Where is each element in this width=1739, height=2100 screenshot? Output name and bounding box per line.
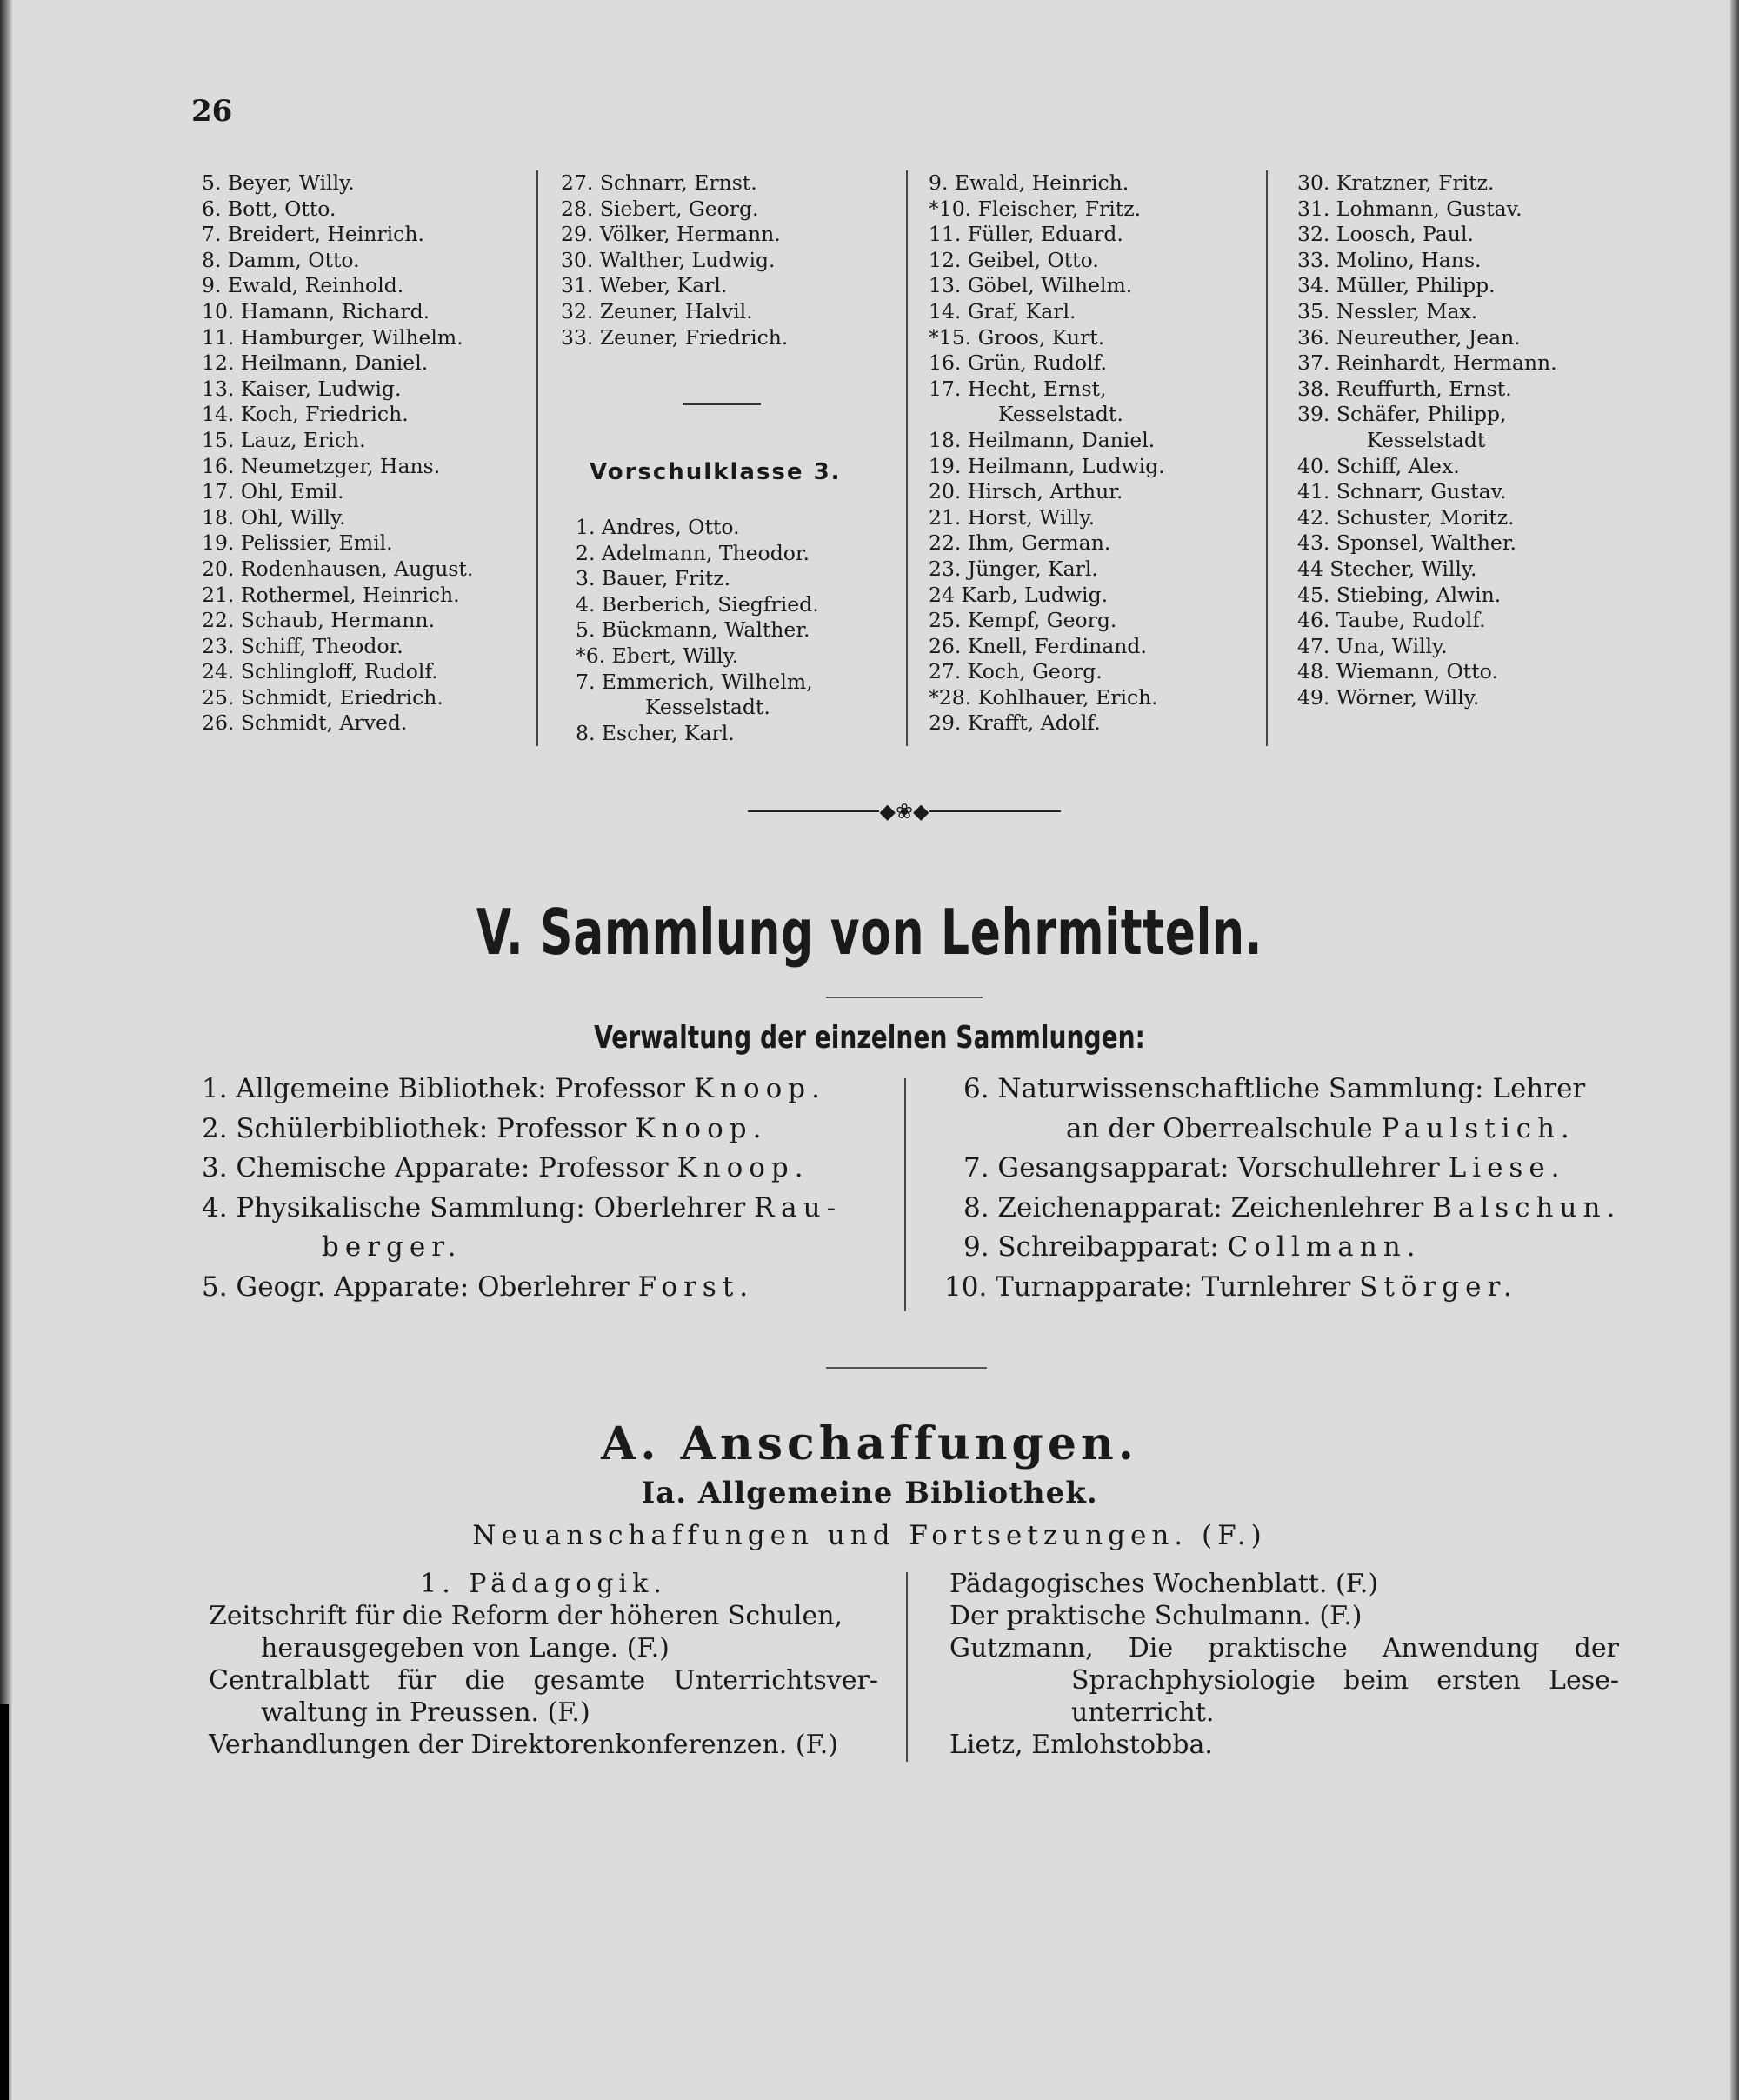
student-entry: Kesselstadt. bbox=[645, 695, 770, 720]
student-entry: 44 Stecher, Willy. bbox=[1297, 556, 1477, 581]
student-entry: 18. Ohl, Willy. bbox=[202, 504, 346, 530]
student-entry: 38. Reuffurth, Ernst. bbox=[1297, 376, 1512, 401]
student-entry: 30. Kratzner, Fritz. bbox=[1297, 170, 1495, 195]
student-entry: Kesselstadt bbox=[1367, 427, 1486, 452]
management-left bbox=[202, 1070, 842, 1307]
heading-neuanschaffungen: Neuanschaffungen und Fortsetzungen. (F.) bbox=[472, 1520, 1267, 1551]
management-item: 5. Geogr. Apparate: Oberlehrer Forst. bbox=[202, 1270, 755, 1303]
student-column-3 bbox=[929, 170, 1165, 737]
student-entry: 11. Hamburger, Wilhelm. bbox=[202, 324, 463, 350]
student-entry: 33. Zeuner, Friedrich. bbox=[561, 324, 789, 350]
biblio-entry: Centralblatt für die gesamte Unterrichtsver- bbox=[209, 1665, 878, 1696]
student-entry: 49. Wörner, Willy. bbox=[1297, 684, 1480, 710]
student-entry: 6. Bott, Otto. bbox=[202, 196, 336, 221]
student-entry: 15. Lauz, Erich. bbox=[202, 427, 366, 452]
student-entry: 3. Bauer, Fritz. bbox=[576, 566, 731, 591]
student-entry: 19. Pelissier, Emil. bbox=[202, 530, 393, 556]
column-divider bbox=[906, 1572, 908, 1762]
student-entry: 31. Weber, Karl. bbox=[561, 273, 728, 298]
vorschulklasse-title: Vorschulklasse 3. bbox=[590, 459, 842, 485]
student-entry: 45. Stiebing, Alwin. bbox=[1297, 582, 1502, 607]
column-divider bbox=[904, 1078, 906, 1311]
bibliography-left bbox=[209, 1568, 878, 1761]
management-item-cont: berger. bbox=[322, 1231, 463, 1263]
student-entry: 39. Schäfer, Philipp, bbox=[1297, 402, 1507, 427]
column-divider bbox=[906, 170, 908, 746]
student-entry: 9. Ewald, Reinhold. bbox=[202, 273, 404, 298]
biblio-entry-cont: herausgegeben von Lange. (F.) bbox=[261, 1633, 670, 1663]
student-entry: 26. Schmidt, Arved. bbox=[202, 710, 408, 736]
student-entry: 24 Karb, Ludwig. bbox=[929, 582, 1109, 607]
student-entry: 29. Krafft, Adolf. bbox=[929, 710, 1101, 736]
student-entry: 34. Müller, Philipp. bbox=[1297, 273, 1496, 298]
student-entry: 25. Schmidt, Eriedrich. bbox=[202, 684, 443, 710]
student-entry: 8. Damm, Otto. bbox=[202, 247, 360, 272]
management-item: 9. Schreibapparat: Collmann. bbox=[963, 1231, 1422, 1263]
student-entry: 47. Una, Willy. bbox=[1297, 633, 1448, 658]
student-entry: 18. Heilmann, Daniel. bbox=[929, 427, 1156, 452]
management-item: 4. Physikalische Sammlung: Oberlehrer Rau- bbox=[202, 1191, 843, 1223]
student-entry: 26. Knell, Ferdinand. bbox=[929, 633, 1147, 658]
management-item: 8. Zeichenapparat: Zeichenlehrer Balschun. bbox=[963, 1191, 1622, 1223]
ornament-divider bbox=[748, 798, 1061, 824]
student-entry: 21. Rothermel, Heinrich. bbox=[202, 582, 460, 607]
subject-heading: 1. Pädagogik. bbox=[420, 1569, 667, 1599]
management-item: 2. Schülerbibliothek: Professor Knoop. bbox=[202, 1112, 768, 1144]
vorschulklasse-list bbox=[576, 515, 819, 746]
student-entry: 19. Heilmann, Ludwig. bbox=[929, 453, 1165, 478]
management-right bbox=[944, 1070, 1621, 1307]
management-item: 10. Turnapparate: Turnlehrer Störger. bbox=[944, 1270, 1518, 1303]
student-entry: 4. Berberich, Siegfried. bbox=[576, 591, 819, 617]
biblio-entry: Lietz, Emlohstobba. bbox=[949, 1730, 1213, 1760]
biblio-entry: Verhandlungen der Direktorenkonferenzen. (F.) bbox=[209, 1730, 838, 1760]
student-entry: 27. Schnarr, Ernst. bbox=[561, 170, 757, 195]
student-entry: 9. Ewald, Heinrich. bbox=[929, 170, 1129, 195]
student-entry: 17. Hecht, Ernst, bbox=[929, 376, 1107, 401]
heading-anschaffungen: A. Anschaffungen. bbox=[601, 1417, 1138, 1470]
student-entry: *10. Fleischer, Fritz. bbox=[929, 196, 1142, 221]
management-item: 7. Gesangsapparat: Vorschullehrer Liese. bbox=[963, 1152, 1566, 1183]
column-divider bbox=[536, 170, 538, 746]
student-entry: 16. Grün, Rudolf. bbox=[929, 350, 1107, 376]
student-entry: *6. Ebert, Willy. bbox=[576, 643, 739, 668]
student-entry: *15. Groos, Kurt. bbox=[929, 324, 1105, 350]
biblio-entry: Gutzmann, Die praktische Anwendung der bbox=[949, 1633, 1619, 1663]
student-entry: 14. Graf, Karl. bbox=[929, 298, 1076, 323]
heading-allgemeine-bibliothek: Ia. Allgemeine Bibliothek. bbox=[641, 1476, 1098, 1510]
biblio-entry-cont: Sprachphysiologie beim ersten Lese- bbox=[1071, 1665, 1619, 1696]
student-entry: 1. Andres, Otto. bbox=[576, 515, 740, 539]
student-entry: 35. Nessler, Max. bbox=[1297, 298, 1478, 323]
student-entry: 8. Escher, Karl. bbox=[576, 720, 735, 745]
student-entry: 28. Siebert, Georg. bbox=[561, 196, 759, 221]
student-entry: 43. Sponsel, Walther. bbox=[1297, 530, 1516, 556]
student-entry: 31. Lohmann, Gustav. bbox=[1297, 196, 1522, 221]
management-item: 6. Naturwissenschaftliche Sammlung: Lehrer bbox=[963, 1073, 1586, 1104]
scan-border bbox=[0, 1704, 9, 2100]
biblio-entry-cont: unterricht. bbox=[1071, 1697, 1215, 1728]
student-entry: 36. Neureuther, Jean. bbox=[1297, 324, 1521, 350]
student-entry: 24. Schlingloff, Rudolf. bbox=[202, 659, 438, 684]
student-entry: 48. Wiemann, Otto. bbox=[1297, 659, 1498, 684]
student-entry: 13. Göbel, Wilhelm. bbox=[929, 273, 1133, 298]
student-entry: 23. Jünger, Karl. bbox=[929, 556, 1098, 581]
student-entry: 40. Schiff, Alex. bbox=[1297, 453, 1460, 478]
management-item: 1. Allgemeine Bibliothek: Professor Knoop. bbox=[202, 1073, 827, 1104]
student-entry: 5. Bückmann, Walther. bbox=[576, 617, 810, 643]
biblio-entry: Zeitschrift für die Reform der höheren Schulen, bbox=[209, 1601, 843, 1631]
student-entry: 29. Völker, Hermann. bbox=[561, 222, 781, 247]
short-rule bbox=[683, 403, 761, 405]
page-number: 26 bbox=[191, 94, 233, 129]
student-entry: 20. Hirsch, Arthur. bbox=[929, 479, 1123, 504]
student-entry: 7. Emmerich, Wilhelm, bbox=[576, 669, 813, 694]
student-entry: 22. Ihm, German. bbox=[929, 530, 1111, 556]
student-entry: 17. Ohl, Emil. bbox=[202, 479, 344, 504]
student-entry: 30. Walther, Ludwig. bbox=[561, 247, 776, 272]
ornament-icon: ◆❀◆ bbox=[879, 799, 929, 823]
student-entry: 14. Koch, Friedrich. bbox=[202, 402, 409, 427]
student-column-2 bbox=[561, 170, 788, 350]
student-entry: 10. Hamann, Richard. bbox=[202, 298, 430, 323]
student-list bbox=[0, 170, 1739, 762]
biblio-entry: Pädagogisches Wochenblatt. (F.) bbox=[949, 1569, 1379, 1599]
student-entry: 7. Breidert, Heinrich. bbox=[202, 222, 424, 247]
management-item: 3. Chemische Apparate: Professor Knoop. bbox=[202, 1152, 810, 1183]
student-entry: 25. Kempf, Georg. bbox=[929, 608, 1117, 633]
student-entry: 32. Loosch, Paul. bbox=[1297, 222, 1474, 247]
column-divider bbox=[1266, 170, 1268, 746]
student-entry: 37. Reinhardt, Hermann. bbox=[1297, 350, 1557, 376]
student-entry: 27. Koch, Georg. bbox=[929, 659, 1103, 684]
student-entry: 23. Schiff, Theodor. bbox=[202, 633, 403, 658]
student-entry: 20. Rodenhausen, August. bbox=[202, 556, 474, 581]
student-column-4 bbox=[1297, 170, 1557, 710]
student-column-1 bbox=[202, 170, 473, 737]
section-title: V. Sammlung von Lehrmitteln. bbox=[476, 896, 1263, 969]
student-entry: 5. Beyer, Willy. bbox=[202, 170, 355, 195]
student-entry: 21. Horst, Willy. bbox=[929, 504, 1096, 530]
title-rule bbox=[826, 997, 983, 998]
student-entry: 11. Füller, Eduard. bbox=[929, 222, 1123, 247]
student-entry: 41. Schnarr, Gustav. bbox=[1297, 479, 1507, 504]
student-entry: 33. Molino, Hans. bbox=[1297, 247, 1482, 272]
section-rule bbox=[826, 1367, 987, 1369]
section-subtitle: Verwaltung der einzelnen Sammlungen: bbox=[594, 1020, 1145, 1056]
management-item-cont: an der Oberrealschule Paulstich. bbox=[1066, 1112, 1576, 1144]
student-entry: *28. Kohlhauer, Erich. bbox=[929, 684, 1158, 710]
student-entry: Kesselstadt. bbox=[998, 402, 1123, 427]
biblio-entry: Der praktische Schulmann. (F.) bbox=[949, 1601, 1363, 1631]
student-entry: 16. Neumetzger, Hans. bbox=[202, 453, 441, 478]
student-entry: 22. Schaub, Hermann. bbox=[202, 608, 436, 633]
student-entry: 46. Taube, Rudolf. bbox=[1297, 608, 1486, 633]
student-entry: 13. Kaiser, Ludwig. bbox=[202, 376, 402, 401]
student-entry: 42. Schuster, Moritz. bbox=[1297, 504, 1515, 530]
student-entry: 12. Geibel, Otto. bbox=[929, 247, 1099, 272]
student-entry: 12. Heilmann, Daniel. bbox=[202, 350, 429, 376]
bibliography-right bbox=[949, 1568, 1619, 1761]
biblio-entry-cont: waltung in Preussen. (F.) bbox=[261, 1697, 590, 1728]
student-entry: 32. Zeuner, Halvil. bbox=[561, 298, 753, 323]
student-entry: 2. Adelmann, Theodor. bbox=[576, 540, 810, 565]
